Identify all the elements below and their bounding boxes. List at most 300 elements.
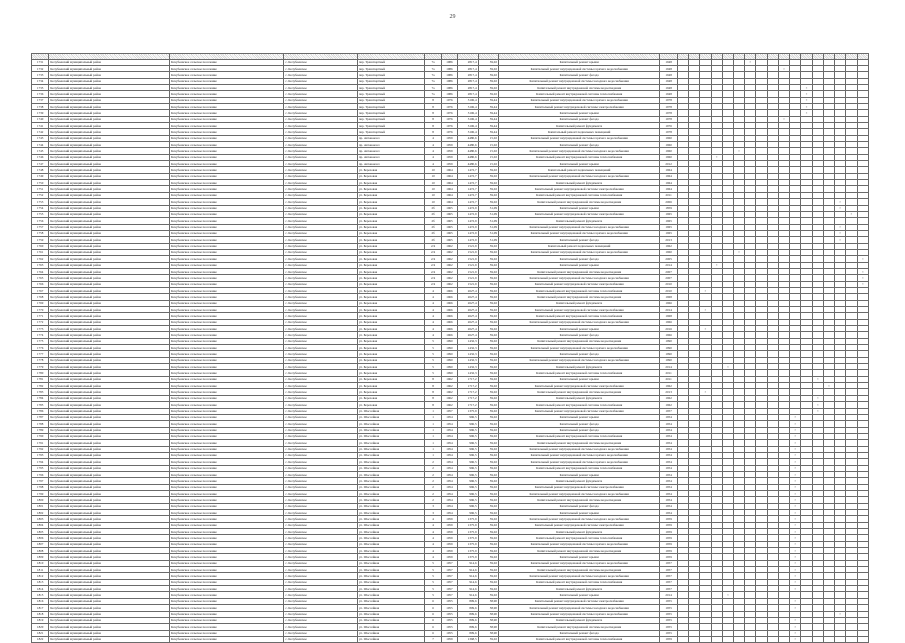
area: 1521,9 (458, 243, 478, 249)
row-number: 1755 (32, 211, 49, 217)
work-type: Капитальный ремонт внутридомовой системы электроснабжения (498, 307, 659, 313)
locality: с. Кочубеевское (284, 421, 358, 427)
area: 1375,9 (458, 554, 478, 560)
row-number: 1732 (32, 65, 49, 71)
locality: с. Кочубеевское (284, 357, 358, 363)
area: 1432,3 (458, 345, 478, 351)
house-number: 4 (425, 548, 441, 554)
last-repair-year: 1965 (660, 211, 677, 217)
settlement: Кочубеевское сельское поселение (169, 560, 283, 566)
build-year: 1959 (441, 522, 457, 528)
build-year: 1959 (441, 554, 457, 560)
wear-percent: 59,44 (478, 110, 498, 116)
last-repair-year: 1976 (660, 123, 677, 129)
street: пер. Транспортный (357, 65, 424, 71)
area: 1472,7 (458, 180, 478, 186)
district: Кочубеевский муниципальный район (49, 414, 170, 420)
locality: с. Кочубеевское (284, 186, 358, 192)
settlement: Кочубеевское сельское поселение (169, 408, 283, 414)
wear-percent: 59,02 (478, 78, 498, 84)
last-repair-year: 1960 (660, 135, 677, 141)
district: Кочубеевский муниципальный район (49, 173, 170, 179)
period-mark: × (835, 237, 846, 243)
house-number: 5 (425, 592, 441, 598)
row-number: 1806 (32, 535, 49, 541)
street: пр. Автовокзал (357, 154, 424, 160)
settlement: Кочубеевское сельское поселение (169, 617, 283, 623)
work-type: Капитальный ремонт фундамента (498, 395, 659, 401)
district: Кочубеевский муниципальный район (49, 148, 170, 154)
row-number: 1788 (32, 421, 49, 427)
last-repair-year: 2007 (660, 268, 677, 274)
wear-percent: 59,02 (478, 345, 498, 351)
district: Кочубеевский муниципальный район (49, 554, 170, 560)
period-mark: × (790, 529, 801, 535)
house-number: 1 (425, 452, 441, 458)
work-type: Капитальный ремонт крыши (498, 592, 659, 598)
build-year: 1964 (441, 192, 457, 198)
house-number: 7а (425, 72, 441, 78)
district: Кочубеевский муниципальный район (49, 211, 170, 217)
house-number: 6 (425, 598, 441, 604)
settlement: Кочубеевское сельское поселение (169, 135, 283, 141)
street: ул. Березовая (357, 357, 424, 363)
district: Кочубеевский муниципальный район (49, 617, 170, 623)
row-number: 1775 (32, 338, 49, 344)
street: ул. Шоссейная (357, 414, 424, 420)
build-year: 1959 (441, 529, 457, 535)
street: ул. Березовая (357, 199, 424, 205)
house-number: 1 (425, 433, 441, 439)
street: ул. Березовая (357, 230, 424, 236)
district: Кочубеевский муниципальный район (49, 573, 170, 579)
wear-percent: 59,02 (478, 490, 498, 496)
house-number: 2/4 (425, 281, 441, 287)
build-year: 1955 (441, 624, 457, 630)
street: ул. Шоссейная (357, 554, 424, 560)
wear-percent: 15,02 (478, 142, 498, 148)
locality: с. Кочубеевское (284, 395, 358, 401)
work-type: Капитальный ремонт внутридомовой системы холодного водоснабжения (498, 173, 659, 179)
area: 1375,9 (458, 529, 478, 535)
build-year: 1964 (441, 180, 457, 186)
row-number: 1776 (32, 345, 49, 351)
period-mark: × (835, 205, 846, 211)
period-mark: × (790, 471, 801, 477)
row-number: 1773 (32, 326, 49, 332)
house-number: 5 (425, 560, 441, 566)
row-number: 1787 (32, 414, 49, 420)
row-number: 1764 (32, 268, 49, 274)
settlement: Кочубеевское сельское поселение (169, 497, 283, 503)
build-year: 1955 (441, 630, 457, 636)
row-number: 1747 (32, 161, 49, 167)
period-mark: × (801, 91, 812, 97)
work-type: Капитальный ремонт фундамента (498, 300, 659, 306)
street: ул. Березовая (357, 307, 424, 313)
row-number: 1797 (32, 478, 49, 484)
work-type: Капитальный ремонт внутридомовой системы холодного водоснабжения (498, 275, 659, 281)
wear-percent: 59,02 (478, 326, 498, 332)
last-repair-year: 1948 (660, 65, 677, 71)
wear-percent: 59,02 (478, 319, 498, 325)
last-repair-year: 1954 (660, 465, 677, 471)
street: ул. Березовая (357, 402, 424, 408)
area: 2817,4 (458, 65, 478, 71)
wear-percent: 59,02 (478, 383, 498, 389)
last-repair-year: 1954 (660, 459, 677, 465)
work-type: Капитальный ремонт внутридомовой системы водоотведения (498, 567, 659, 573)
work-type: Капитальный ремонт внутридомовой системы теплоснабжения (498, 192, 659, 198)
wear-percent: 59,02 (478, 503, 498, 509)
district: Кочубеевский муниципальный район (49, 503, 170, 509)
work-type: Капитальный ремонт внутридомовой системы электроснабжения (498, 598, 659, 604)
wear-percent: 59,02 (478, 522, 498, 528)
work-type: Капитальный ремонт внутридомовой системы горячего водоснабжения (498, 97, 659, 103)
period-mark: × (790, 548, 801, 554)
area: 996,5 (458, 484, 478, 490)
locality: с. Кочубеевское (284, 287, 358, 293)
house-number: 5 (425, 567, 441, 573)
row-number: 1800 (32, 497, 49, 503)
house-number: 5 (425, 579, 441, 585)
locality: с. Кочубеевское (284, 268, 358, 274)
house-number: 8 (425, 104, 441, 110)
area: 2627,4 (458, 294, 478, 300)
district: Кочубеевский муниципальный район (49, 624, 170, 630)
house-number: 7а (425, 78, 441, 84)
last-repair-year: 1978 (660, 116, 677, 122)
wear-percent: 59,02 (478, 427, 498, 433)
last-repair-year: 1960 (660, 142, 677, 148)
build-year: 1966 (441, 313, 457, 319)
row-number: 1811 (32, 567, 49, 573)
area: 1375,9 (458, 516, 478, 522)
row-number: 1791 (32, 440, 49, 446)
wear-percent: 59,02 (478, 421, 498, 427)
last-repair-year: 2005 (660, 256, 677, 262)
build-year: 1962 (441, 275, 457, 281)
work-type: Капитальный ремонт внутридомовой системы водоотведения (498, 440, 659, 446)
period-mark: × (835, 230, 846, 236)
settlement: Кочубеевское сельское поселение (169, 427, 283, 433)
area: 1472,7 (458, 199, 478, 205)
street: ул. Березовая (357, 332, 424, 338)
locality: с. Кочубеевское (284, 376, 358, 382)
district: Кочубеевский муниципальный район (49, 84, 170, 90)
district: Кочубеевский муниципальный район (49, 579, 170, 585)
period-mark: × (835, 611, 846, 617)
settlement: Кочубеевское сельское поселение (169, 326, 283, 332)
period-mark: × (790, 586, 801, 592)
row-number: 1805 (32, 529, 49, 535)
build-year: 1957 (441, 592, 457, 598)
street: ул. Шоссейная (357, 440, 424, 446)
row-number: 1781 (32, 376, 49, 382)
district: Кочубеевский муниципальный район (49, 351, 170, 357)
work-type: Капитальный ремонт фундамента (498, 478, 659, 484)
work-type: Капитальный ремонт фасада (498, 116, 659, 122)
locality: с. Кочубеевское (284, 510, 358, 516)
street: пер. Транспортный (357, 78, 424, 84)
district: Кочубеевский муниципальный район (49, 332, 170, 338)
street: ул. Шоссейная (357, 548, 424, 554)
district: Кочубеевский муниципальный район (49, 598, 170, 604)
district: Кочубеевский муниципальный район (49, 319, 170, 325)
period-mark: × (733, 148, 744, 154)
settlement: Кочубеевское сельское поселение (169, 592, 283, 598)
locality: с. Кочубеевское (284, 218, 358, 224)
area: 996,5 (458, 459, 478, 465)
street: пер. Транспортный (357, 123, 424, 129)
work-type: Капитальный ремонт внутридомовой системы горячего водоснабжения (498, 541, 659, 547)
build-year: 1962 (441, 262, 457, 268)
build-year: 1954 (441, 440, 457, 446)
period-mark: × (790, 516, 801, 522)
house-number: 5 (425, 338, 441, 344)
last-repair-year: 1959 (660, 636, 677, 642)
row-number: 1779 (32, 364, 49, 370)
build-year: 1990 (441, 357, 457, 363)
last-repair-year: 1957 (660, 567, 677, 573)
work-type: Капитальный ремонт фасада (498, 332, 659, 338)
area: 2627,4 (458, 326, 478, 332)
locality: с. Кочубеевское (284, 326, 358, 332)
house-number: 2/4 (425, 275, 441, 281)
house-number: 8 (425, 389, 441, 395)
last-repair-year: 1990 (660, 338, 677, 344)
street: ул. Березовая (357, 205, 424, 211)
area: 2817,4 (458, 78, 478, 84)
row-number: 1761 (32, 249, 49, 255)
area: 3106,4 (458, 104, 478, 110)
settlement: Кочубеевское сельское поселение (169, 484, 283, 490)
work-type: Капитальный ремонт крыши (498, 161, 659, 167)
house-number: 8 (425, 129, 441, 135)
last-repair-year: 1964 (660, 186, 677, 192)
locality: с. Кочубеевское (284, 605, 358, 611)
wear-percent: 59,02 (478, 357, 498, 363)
locality: с. Кочубеевское (284, 452, 358, 458)
wear-percent: 31,09 (478, 230, 498, 236)
district: Кочубеевский муниципальный район (49, 275, 170, 281)
build-year: 1966 (441, 287, 457, 293)
last-repair-year: 1962 (660, 243, 677, 249)
settlement: Кочубеевское сельское поселение (169, 110, 283, 116)
row-number: 1820 (32, 624, 49, 630)
work-type: Капитальный ремонт внутридомовой системы горячего водоснабжения (498, 65, 659, 71)
street: ул. Шоссейная (357, 510, 424, 516)
street: пер. Транспортный (357, 59, 424, 65)
house-number: 2/4 (425, 243, 441, 249)
row-number: 1750 (32, 180, 49, 186)
area: 4480,6 (458, 148, 478, 154)
district: Кочубеевский муниципальный район (49, 433, 170, 439)
locality: с. Кочубеевское (284, 459, 358, 465)
wear-percent: 59,44 (478, 116, 498, 122)
period-mark: × (790, 484, 801, 490)
period-mark: × (812, 395, 823, 401)
work-type: Капитальный ремонт фундамента (498, 123, 659, 129)
street: ул. Шоссейная (357, 598, 424, 604)
last-repair-year: 1960 (660, 148, 677, 154)
house-number: 1 (425, 421, 441, 427)
work-type: Капитальный ремонт внутридомовой системы теплоснабжения (498, 402, 659, 408)
area: 996,5 (458, 478, 478, 484)
locality: с. Кочубеевское (284, 630, 358, 636)
settlement: Кочубеевское сельское поселение (169, 440, 283, 446)
work-type: Капитальный ремонт фундамента (498, 617, 659, 623)
row-number: 1753 (32, 199, 49, 205)
settlement: Кочубеевское сельское поселение (169, 332, 283, 338)
house-number: 4 (425, 287, 441, 293)
area: 1375,9 (458, 548, 478, 554)
last-repair-year: 1955 (660, 605, 677, 611)
settlement: Кочубеевское сельское поселение (169, 205, 283, 211)
work-type: Капитальный ремонт внутридомовой системы холодного водоснабжения (498, 224, 659, 230)
row-number: 1743 (32, 135, 49, 141)
period-mark: × (790, 459, 801, 465)
locality: с. Кочубеевское (284, 440, 358, 446)
row-number: 1737 (32, 97, 49, 103)
street: ул. Березовая (357, 364, 424, 370)
area: 1375,9 (458, 522, 478, 528)
build-year: 1959 (441, 135, 457, 141)
period-mark: × (778, 65, 789, 71)
house-number: 8 (425, 395, 441, 401)
district: Кочубеевский муниципальный район (49, 427, 170, 433)
last-repair-year: 1957 (660, 560, 677, 566)
build-year: 1957 (441, 586, 457, 592)
period-mark: × (790, 630, 801, 636)
locality: с. Кочубеевское (284, 383, 358, 389)
street: ул. Шоссейная (357, 503, 424, 509)
area: 1432,3 (458, 338, 478, 344)
work-type: Капитальный ремонт внутридомовой системы водоотведения (498, 268, 659, 274)
work-type: Капитальный ремонт внутридомовой системы теплоснабжения (498, 579, 659, 585)
last-repair-year: 1948 (660, 84, 677, 90)
district: Кочубеевский муниципальный район (49, 592, 170, 598)
last-repair-year: 2011 (660, 370, 677, 376)
house-number: 5 (425, 345, 441, 351)
work-type: Капитальный ремонт внутридомовой системы горячего водоснабжения (498, 230, 659, 236)
last-repair-year: 1965 (660, 224, 677, 230)
period-mark: × (801, 97, 812, 103)
work-type: Капитальный ремонт внутридомовой системы электроснабжения (498, 211, 659, 217)
area: 4480,6 (458, 142, 478, 148)
work-type: Капитальный ремонт крыши (498, 510, 659, 516)
street: ул. Березовая (357, 167, 424, 173)
street: пер. Транспортный (357, 104, 424, 110)
period-mark: × (801, 84, 812, 90)
house-number: 4 (425, 516, 441, 522)
district: Кочубеевский муниципальный район (49, 484, 170, 490)
district: Кочубеевский муниципальный район (49, 490, 170, 496)
settlement: Кочубеевское сельское поселение (169, 446, 283, 452)
last-repair-year: 2014 (660, 307, 677, 313)
work-type: Капитальный ремонт внутридомовой системы горячего водоснабжения (498, 560, 659, 566)
settlement: Кочубеевское сельское поселение (169, 287, 283, 293)
row-number: 1809 (32, 554, 49, 560)
work-type: Капитальный ремонт внутридомовой системы электроснабжения (498, 104, 659, 110)
house-number: 4 (425, 529, 441, 535)
locality: с. Кочубеевское (284, 224, 358, 230)
period-mark: × (790, 478, 801, 484)
last-repair-year: 1954 (660, 503, 677, 509)
house-number: 1 (425, 414, 441, 420)
street: ул. Шоссейная (357, 636, 424, 642)
wear-percent: 31,09 (478, 218, 498, 224)
row-number: 1816 (32, 598, 49, 604)
period-mark: × (790, 414, 801, 420)
build-year: 1966 (441, 326, 457, 332)
settlement: Кочубеевское сельское поселение (169, 59, 283, 65)
last-repair-year: 1954 (660, 414, 677, 420)
row-number: 1795 (32, 465, 49, 471)
row-number: 1785 (32, 402, 49, 408)
house-number: 2 (425, 459, 441, 465)
district: Кочубеевский муниципальный район (49, 376, 170, 382)
locality: с. Кочубеевское (284, 262, 358, 268)
area: 1717,2 (458, 389, 478, 395)
house-number: 10 (425, 186, 441, 192)
wear-percent: 58,90 (478, 598, 498, 604)
build-year: 1986 (441, 65, 457, 71)
settlement: Кочубеевское сельское поселение (169, 199, 283, 205)
area: 996,5 (458, 427, 478, 433)
build-year: 1976 (441, 123, 457, 129)
house-number: 8 (425, 383, 441, 389)
district: Кочубеевский муниципальный район (49, 357, 170, 363)
last-repair-year: 1990 (660, 345, 677, 351)
row-number: 1749 (32, 173, 49, 179)
work-type: Капитальный ремонт фундамента (498, 364, 659, 370)
last-repair-year: 1978 (660, 97, 677, 103)
area: 996,5 (458, 440, 478, 446)
build-year: 1976 (441, 97, 457, 103)
build-year: 1986 (441, 72, 457, 78)
build-year: 1976 (441, 129, 457, 135)
row-number: 1741 (32, 123, 49, 129)
row-number: 1771 (32, 313, 49, 319)
last-repair-year: 1966 (660, 300, 677, 306)
street: ул. Березовая (357, 186, 424, 192)
wear-percent: 59,02 (478, 332, 498, 338)
wear-percent: 59,02 (478, 389, 498, 395)
build-year: 1976 (441, 110, 457, 116)
settlement: Кочубеевское сельское поселение (169, 611, 283, 617)
settlement: Кочубеевское сельское поселение (169, 414, 283, 420)
work-type: Капитальный ремонт внутридомовой системы водоотведения (498, 624, 659, 630)
house-number: 4 (425, 307, 441, 313)
locality: с. Кочубеевское (284, 319, 358, 325)
last-repair-year: 2010 (660, 287, 677, 293)
street: ул. Шоссейная (357, 408, 424, 414)
street: ул. Шоссейная (357, 560, 424, 566)
district: Кочубеевский муниципальный район (49, 440, 170, 446)
district: Кочубеевский муниципальный район (49, 186, 170, 192)
work-type: Капитальный ремонт внутридомовой системы холодного водоснабжения (498, 148, 659, 154)
district: Кочубеевский муниципальный район (49, 268, 170, 274)
period-mark: × (857, 256, 868, 262)
last-repair-year: 1962 (660, 395, 677, 401)
build-year: 1959 (441, 516, 457, 522)
wear-percent: 59,02 (478, 307, 498, 313)
work-type: Капитальный ремонт внутридомовой системы холодного водоснабжения (498, 319, 659, 325)
district: Кочубеевский муниципальный район (49, 605, 170, 611)
settlement: Кочубеевское сельское поселение (169, 548, 283, 554)
build-year: 1959 (441, 636, 457, 642)
